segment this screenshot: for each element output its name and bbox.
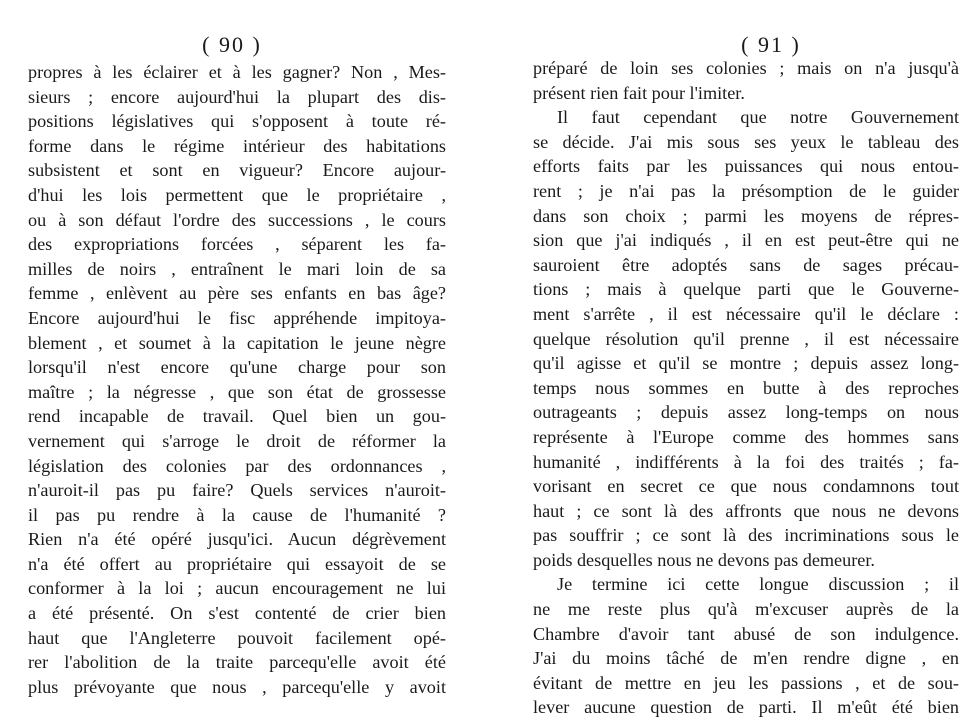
paragraph-start-line: Je termine ici cette longue discussion ; il xyxy=(557,574,959,595)
text-line: n'a été offert au propriétaire qui essayoit de se xyxy=(28,553,446,574)
text-line: rent ; je n'ai pas la présomption de le guider xyxy=(533,180,959,201)
text-line: plus prévoyante que nous , parcequ'elle y avoit xyxy=(28,676,446,697)
text-line: maître ; la négresse , que son état de grossesse xyxy=(28,381,446,402)
text-line: haut que l'Angleterre pouvoit facilement opé- xyxy=(28,627,446,648)
text-line: temps nous sommes en butte à des reproches xyxy=(533,377,959,398)
text-line: quelque résolution qu'il prenne , il est nécessaire xyxy=(533,328,959,349)
text-line: se décide. J'ai mis sous ses yeux le tableau des xyxy=(533,131,959,152)
text-line: ou à son défaut l'ordre des successions , le cours xyxy=(28,209,446,230)
text-line: Encore aujourd'hui le fisc appréhende impitoya- xyxy=(28,307,446,328)
text-line: rend incapable de travail. Quel bien un gou- xyxy=(28,406,446,427)
text-line: conformer à la loi ; aucun encouragement ne lui xyxy=(28,578,446,599)
paragraph-end-line: présent rien fait pour l'imiter. xyxy=(533,82,745,103)
right-page-number: ( 91 ) xyxy=(741,32,801,57)
text-line: des expropriations forcées , séparent les fa- xyxy=(28,234,446,255)
text-line: d'hui les lois permettent que le propriétaire , xyxy=(28,184,446,205)
text-line: préparé de loin ses colonies ; mais on n'a jusqu'à xyxy=(533,58,959,78)
text-line: législation des colonies par des ordonnances , xyxy=(28,455,446,476)
left-page-text xyxy=(28,60,446,699)
text-line: représente à l'Europe comme des hommes sans xyxy=(533,426,959,447)
text-line: il pas pu rendre à la cause de l'humanité ? xyxy=(28,504,446,525)
text-line: sieurs ; encore aujourd'hui la plupart des dis- xyxy=(28,86,446,107)
text-line: blement , et soumet à la capitation le jeune nègre xyxy=(28,332,446,353)
text-line: humanité , indifférents à la foi des traités ; fa- xyxy=(533,451,959,472)
paragraph-end-line: poids desquelles nous ne devons pas demeurer. xyxy=(533,549,875,570)
text-line: évitant de mettre en jeu les passions , et de sou- xyxy=(533,672,959,693)
text-line: tions ; mais à quelque parti que le Gouverne- xyxy=(533,279,959,300)
text-line: vernement qui s'arroge le droit de réformer la xyxy=(28,430,446,451)
text-line: dans son choix ; parmi les moyens de répres- xyxy=(533,205,959,226)
text-line: vorisant en secret ce que nous condamnons tout xyxy=(533,476,959,497)
text-line: Rien n'a été opéré jusqu'ici. Aucun dégrèvement xyxy=(28,529,446,550)
text-line: qu'il agisse et qu'il se montre ; depuis assez long- xyxy=(533,353,959,374)
text-line: J'ai du moins tâché de m'en rendre digne , en xyxy=(533,648,959,669)
text-line: pas souffrir ; ce sont là des incriminations sous le xyxy=(533,525,959,546)
left-page-number: ( 90 ) xyxy=(202,32,262,57)
text-line: positions législatives qui s'opposent à toute ré- xyxy=(28,111,446,132)
text-line: haut ; ce sont là des affronts que nous ne devons xyxy=(533,500,959,521)
text-line: sauroient être adoptés sans de sages précau- xyxy=(533,254,959,275)
text-line: lever aucune question de parti. Il m'eût été bien xyxy=(533,697,959,718)
text-line: a été présenté. On s'est contenté de crier bien xyxy=(28,603,446,624)
paragraph-start-line: Il faut cependant que notre Gouvernement xyxy=(557,107,959,128)
text-line: ment s'arrête , il est nécessaire qu'il le déclare : xyxy=(533,303,959,324)
text-line: outrageants ; depuis assez long-temps on nous xyxy=(533,402,959,423)
text-line: lorsqu'il n'est encore qu'une charge pour son xyxy=(28,357,446,378)
left-page xyxy=(28,0,446,697)
text-line: efforts faits par les puissances qui nous entou- xyxy=(533,156,959,177)
text-line: subsistent et sont en vigueur? Encore aujour- xyxy=(28,160,446,181)
text-line: femme , enlèvent au père ses enfants en bas âge? xyxy=(28,283,446,304)
right-page xyxy=(533,0,959,718)
text-line: sion que j'ai indiqués , il en est peut-être qui ne xyxy=(533,230,959,251)
text-line: ne me reste plus qu'à m'excuser auprès de la xyxy=(533,599,959,620)
text-line: rer l'abolition de la traite parcequ'elle avoit été xyxy=(28,652,446,673)
right-page-text xyxy=(533,56,959,720)
text-line: forme dans le régime intérieur des habitations xyxy=(28,135,446,156)
text-line: milles de noirs , entraînent le mari loin de sa xyxy=(28,258,446,279)
text-line: n'auroit-il pas pu faire? Quels services n'auroit- xyxy=(28,480,446,501)
text-line: propres à les éclairer et à les gagner? Non , Mes- xyxy=(28,62,446,82)
text-line: Chambre d'avoir tant abusé de son indulgence. xyxy=(533,623,959,644)
